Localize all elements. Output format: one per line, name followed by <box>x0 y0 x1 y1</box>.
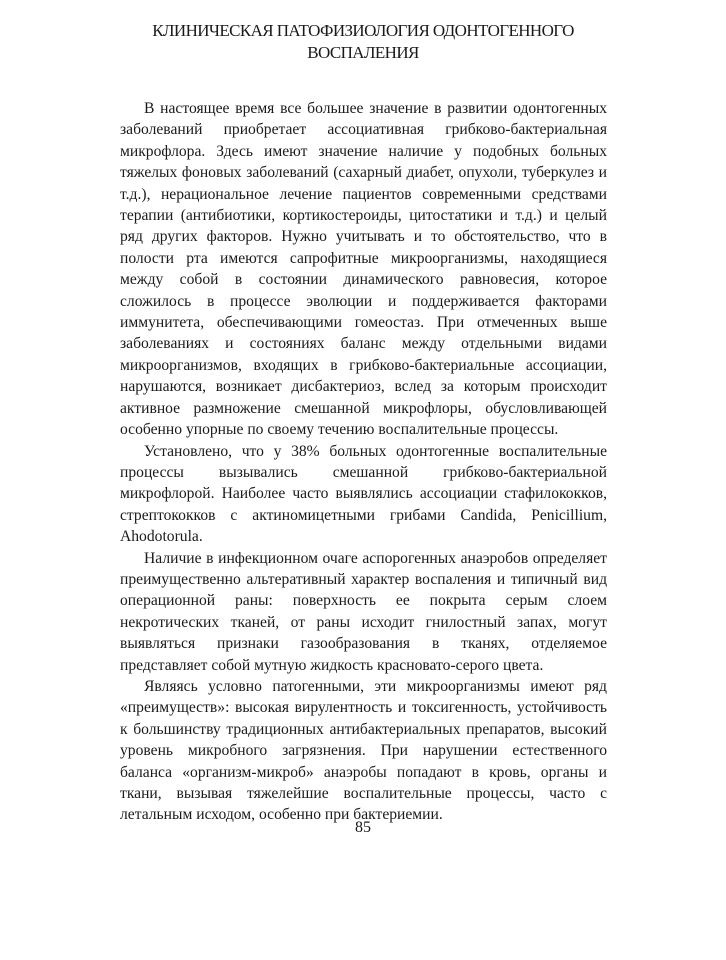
paragraph: Установлено, что у 38% больных одонтогенные воспалительные процессы вызывались смешанной грибково-бактериальной микрофлорой. Наиболее часто выявлялись ассоциации стафилококков, стрептококков с актиномицетными грибами Candida, Penicillium, Ahodotorula. <box>120 442 607 546</box>
paragraph: Являясь условно патогенными, эти микроорганизмы имеют ряд «преимуществ»: высокая вирулентность и токсигенность, устойчивость к большинству традиционных антибактериальных препаратов, высокий уровень микробного загрязнения. При нарушении естественного баланса «организм-микроб» анаэробы попадают в кровь, органы и ткани, вызывая тяжелейшие воспалительные процессы, часто с летальным исходом, особенно при бактериемии. <box>120 677 607 824</box>
paragraph: В настоящее время все большее значение в развитии одонтогенных заболеваний приобретает ассоциативная грибково-бактериальная микрофлора. Здесь имеют значение наличие у подобных больных тяжелых фоновых заболеваний (сахарный диабет, опухоли, туберкулез и т.д.), нерациональное лечение пациентов современными средствами терапии (антибиотики, кортикостероиды, цитостатики и т.д.) и целый ряд других факторов. Нужно учитывать и то обстоятельство, что в полости рта имеются сапрофитные микроорганизмы, находящиеся между собой в состоянии динамического равновесия, которое сложилось в процессе эволюции и поддерживается факторами иммунитета, обеспечивающими гомеостаз. При отмеченных выше заболеваниях и состояниях баланс между отдельными видами микроорганизмов, входящих в грибково-бактериальные ассоциации, нарушаются, возникает дисбактериоз, вслед за которым происходит активное размножение смешанной микрофлоры, обусловливающей особенно упорные по своему течению воспалительные процессы. <box>120 100 607 439</box>
running-head-line-2: ВОСПАЛЕНИЯ <box>307 43 419 62</box>
running-head-line-1: КЛИНИЧЕСКАЯ ПАТОФИЗИОЛОГИЯ ОДОНТОГЕННОГО <box>152 21 574 40</box>
paragraph: Наличие в инфекционном очаге аспорогенных анаэробов определяет преимущественно альтеративный характер воспаления и типичный вид операционной раны: поверхность ее покрыта серым слоем некротических тканей, от раны исходит гнилостный запах, могут выявляться признаки газообразования в тканях, отделяемое представляет собой мутную жидкость красновато-серого цвета. <box>120 549 607 674</box>
body-text <box>120 98 607 826</box>
page-number: 85 <box>355 819 371 836</box>
running-head <box>110 20 616 64</box>
